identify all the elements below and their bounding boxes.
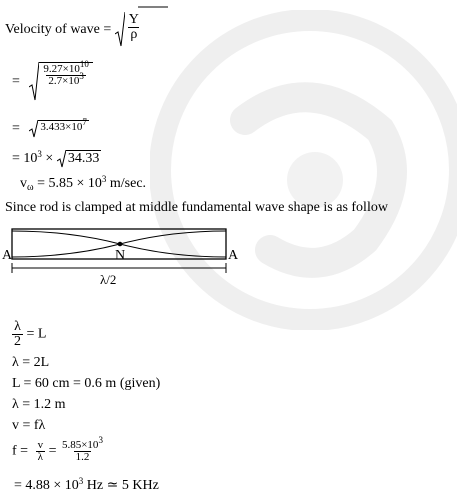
eq-v-f-lambda: v = fλ bbox=[12, 418, 46, 433]
half-wavelength-label: λ/2 bbox=[100, 272, 117, 287]
velocity-label: Velocity of wave = bbox=[5, 22, 112, 38]
antinode-left-label: A bbox=[2, 248, 13, 263]
antinode-right-label: A bbox=[228, 248, 239, 263]
eq-lambda-value: λ = 1.2 m bbox=[12, 397, 66, 412]
eq-half-wavelength: $\frac{\lambda}{2}$ = L bbox=[14, 319, 47, 349]
clamp-description: Since rod is clamped at middle fundamental wave shape is as follow bbox=[5, 200, 388, 215]
step3-radicand: 34.33 bbox=[67, 151, 100, 166]
sqrt-formula bbox=[115, 12, 143, 48]
velocity-formula bbox=[5, 12, 143, 48]
eq-frequency: f = $\frac{v}{\lambda}$ = $\frac{5.85\times 10^3}{1.2}$ bbox=[12, 435, 103, 463]
formula-denominator: ρ bbox=[130, 27, 138, 42]
step-1: = $\frac{9.27\times 10^{10}}{2.7\times 10^3}$ bbox=[12, 62, 93, 102]
result-velocity: $v_\omega = 5.85 \times 10^3$ m/sec. bbox=[20, 174, 147, 193]
formula-numerator: Y bbox=[128, 12, 139, 27]
step-3: = $10^3$ × 34.33 bbox=[12, 149, 100, 167]
step1-numerator: 9.27×10 bbox=[43, 63, 80, 75]
eq-length-given: L = 60 cm = 0.6 m (given) bbox=[12, 376, 161, 391]
eq-frequency-result: = $4.88 \times 10^3$ Hz ≃ 5 KHz bbox=[14, 476, 159, 493]
step2-value: 3.433×10 bbox=[40, 121, 83, 133]
clamp-point bbox=[118, 242, 123, 247]
step1-denominator: 2.7×10 bbox=[48, 75, 80, 87]
node-label: N bbox=[115, 248, 126, 263]
eq-lambda-2l: λ = 2L bbox=[12, 355, 50, 370]
step-2: = $3.433\times 10^7$ bbox=[12, 117, 87, 137]
